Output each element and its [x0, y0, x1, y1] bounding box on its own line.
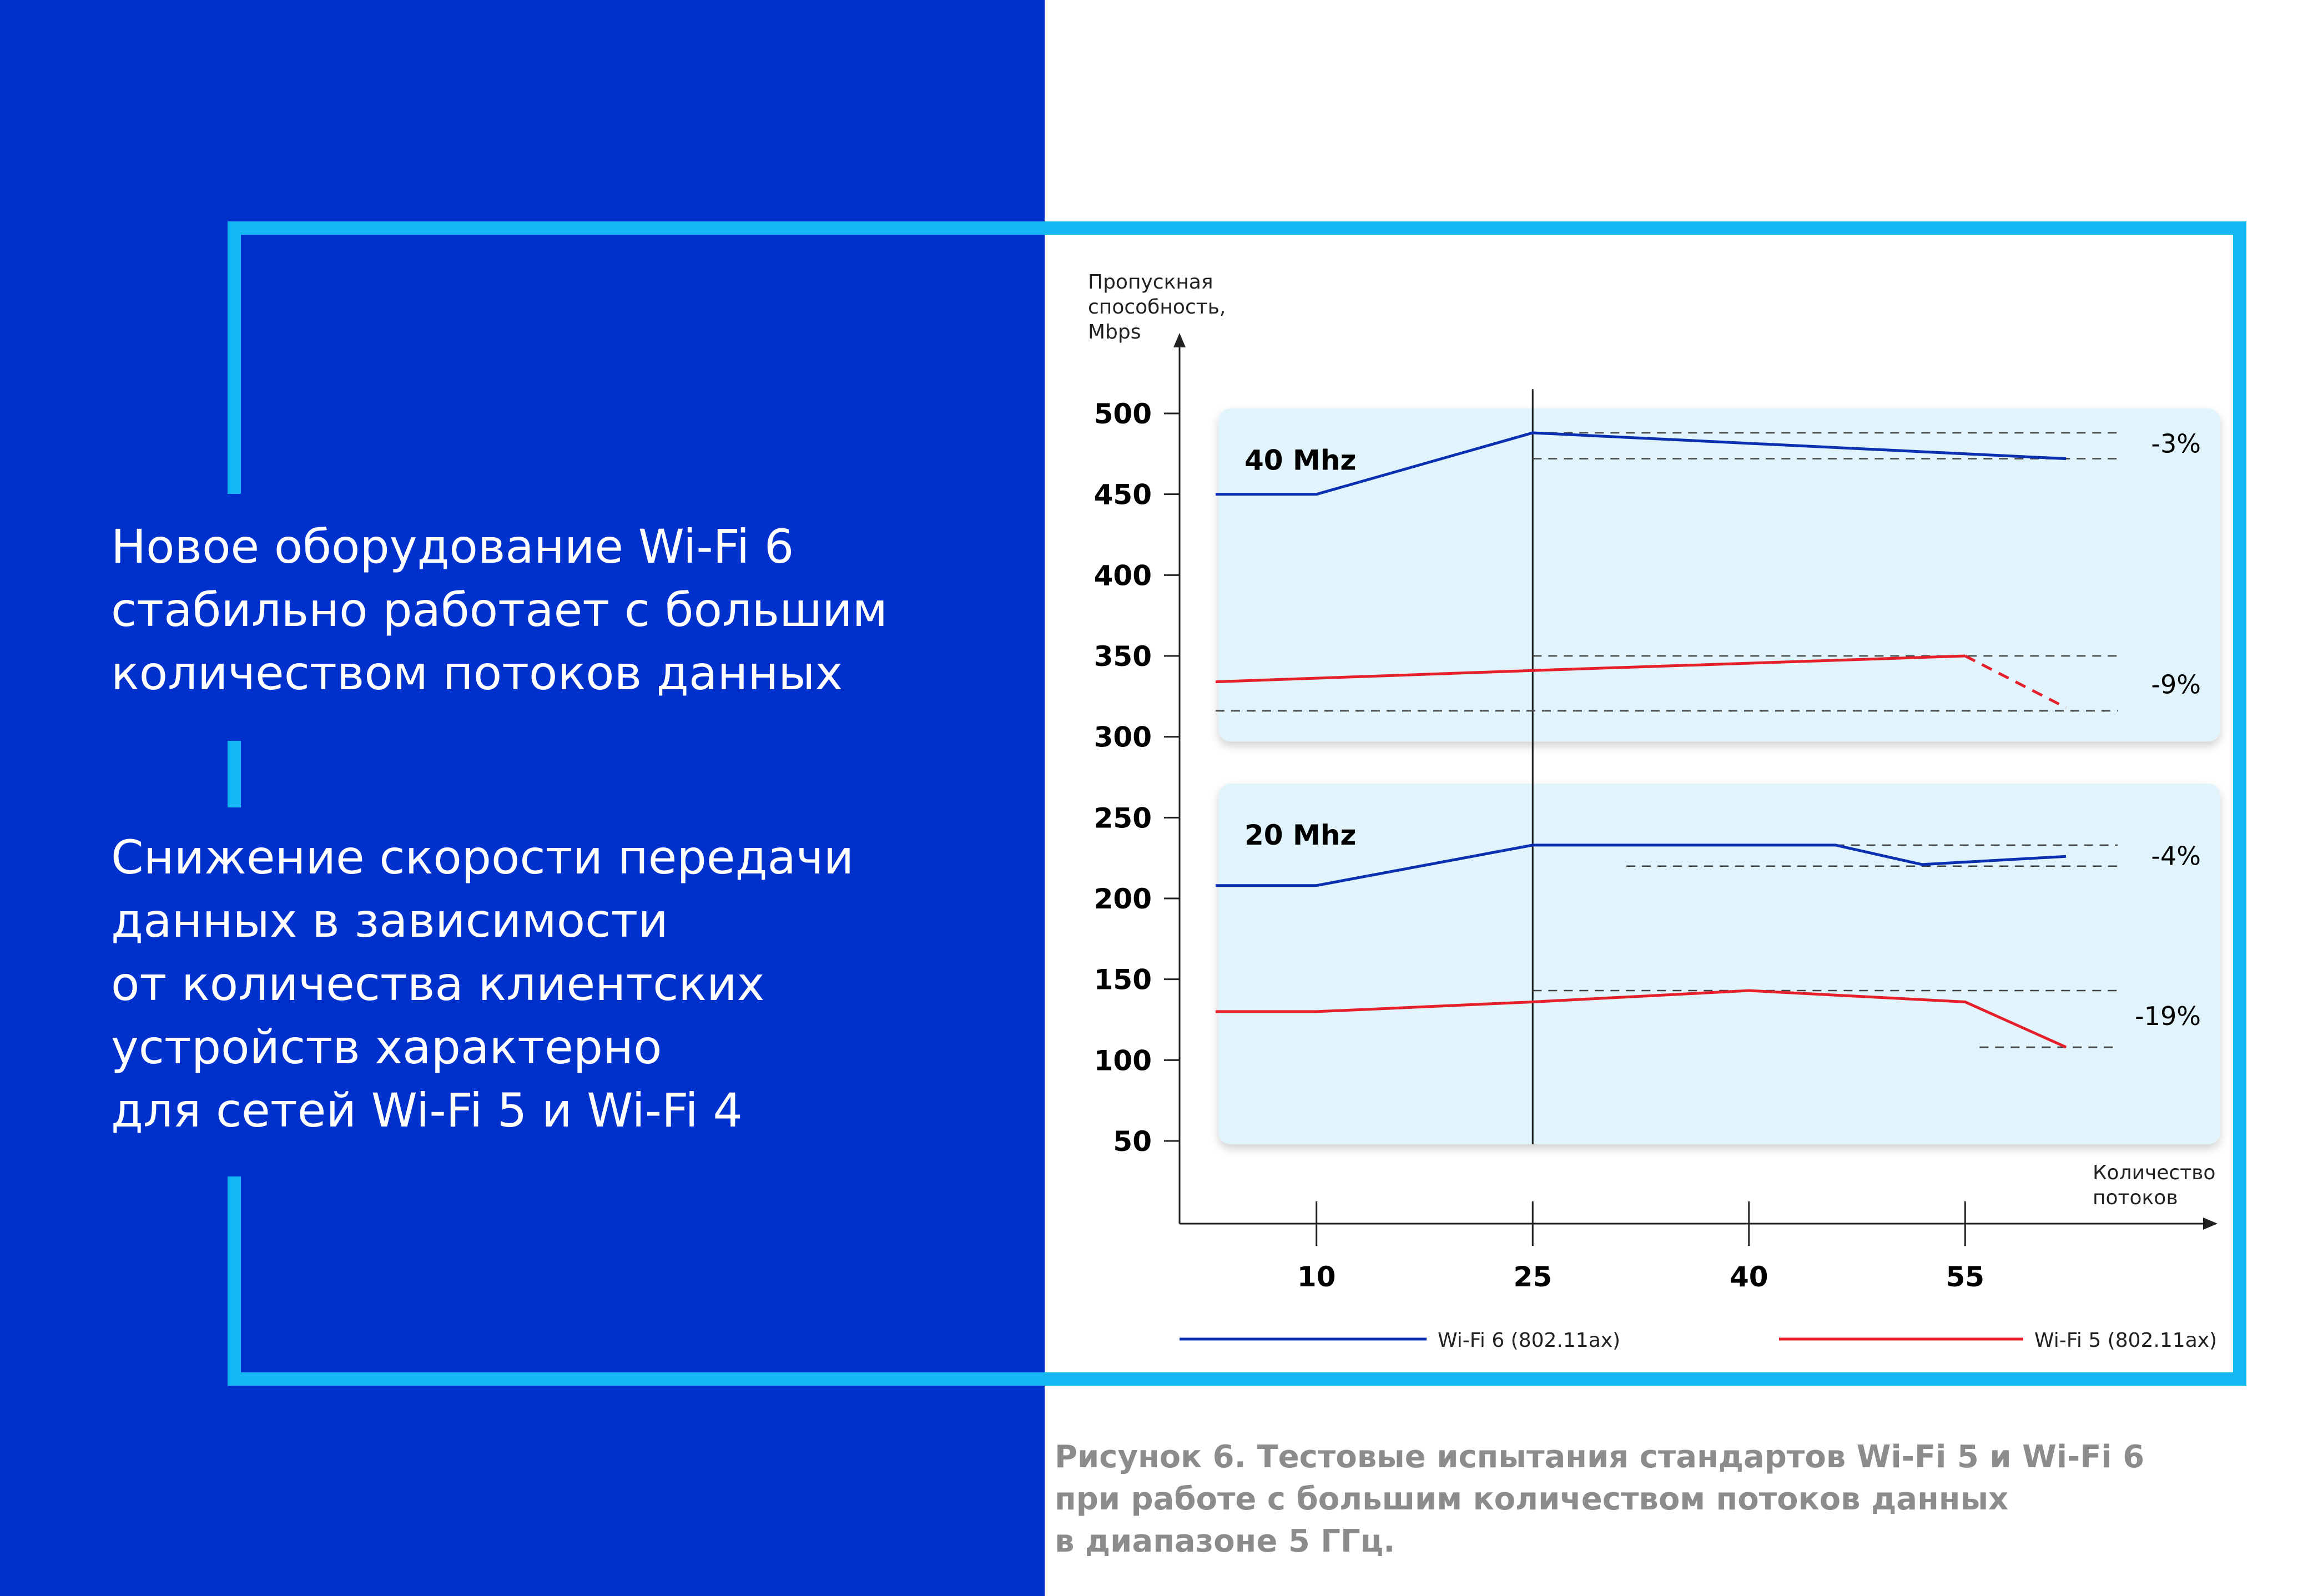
statement-wifi6-stability: Новое оборудование Wi-Fi 6 стабильно работает с большим количеством потоков данных [111, 519, 888, 700]
y-tick-label: 100 [1093, 1044, 1152, 1077]
legend-label: Wi-Fi 6 (802.11ax) [1438, 1329, 1621, 1352]
y-axis-arrow [1173, 333, 1186, 347]
band-panel-2 [1218, 784, 2220, 1144]
y-tick-label: 500 [1093, 398, 1152, 430]
percent-annotation: -9% [2151, 669, 2201, 700]
figure-caption: Рисунок 6. Тестовые испытания стандартов Wi-Fi 5 и Wi-Fi 6 при работе с большим количеством потоков данных в диапазоне 5 ГГц. [1055, 1439, 2145, 1559]
y-tick-label: 300 [1093, 721, 1152, 754]
x-tick-label: 40 [1729, 1261, 1768, 1293]
y-axis-title: способность, [1088, 296, 1226, 319]
percent-annotation: -3% [2151, 428, 2201, 459]
y-tick-label: 450 [1093, 478, 1152, 511]
percent-annotation: -19% [2135, 1001, 2201, 1031]
panel-label: 20 Mhz [1244, 819, 1357, 852]
statement-speed-drop: Снижение скорости передачи данных в зависимости от количества клиентских устройств характерно для сетей Wi-Fi 5 и Wi-Fi 4 [111, 830, 854, 1138]
y-tick-label: 350 [1093, 640, 1152, 673]
y-axis-title: Пропускная [1088, 271, 1213, 294]
x-axis-arrow [2203, 1218, 2218, 1230]
y-tick-label: 250 [1093, 802, 1152, 835]
y-tick-label: 50 [1113, 1125, 1152, 1158]
legend-label: Wi-Fi 5 (802.11ax) [2034, 1329, 2218, 1352]
y-axis-title: Mbps [1088, 321, 1141, 344]
x-tick-label: 25 [1513, 1261, 1553, 1293]
x-tick-label: 55 [1946, 1261, 1985, 1293]
x-tick-label: 10 [1297, 1261, 1336, 1293]
percent-annotation: -4% [2151, 841, 2201, 871]
y-tick-label: 150 [1093, 963, 1152, 996]
y-tick-label: 400 [1093, 559, 1152, 592]
panel-label: 40 Mhz [1244, 444, 1357, 477]
y-tick-label: 200 [1093, 883, 1152, 915]
x-axis-title: потоков [2093, 1186, 2178, 1209]
x-axis-title: Количество [2093, 1161, 2216, 1184]
